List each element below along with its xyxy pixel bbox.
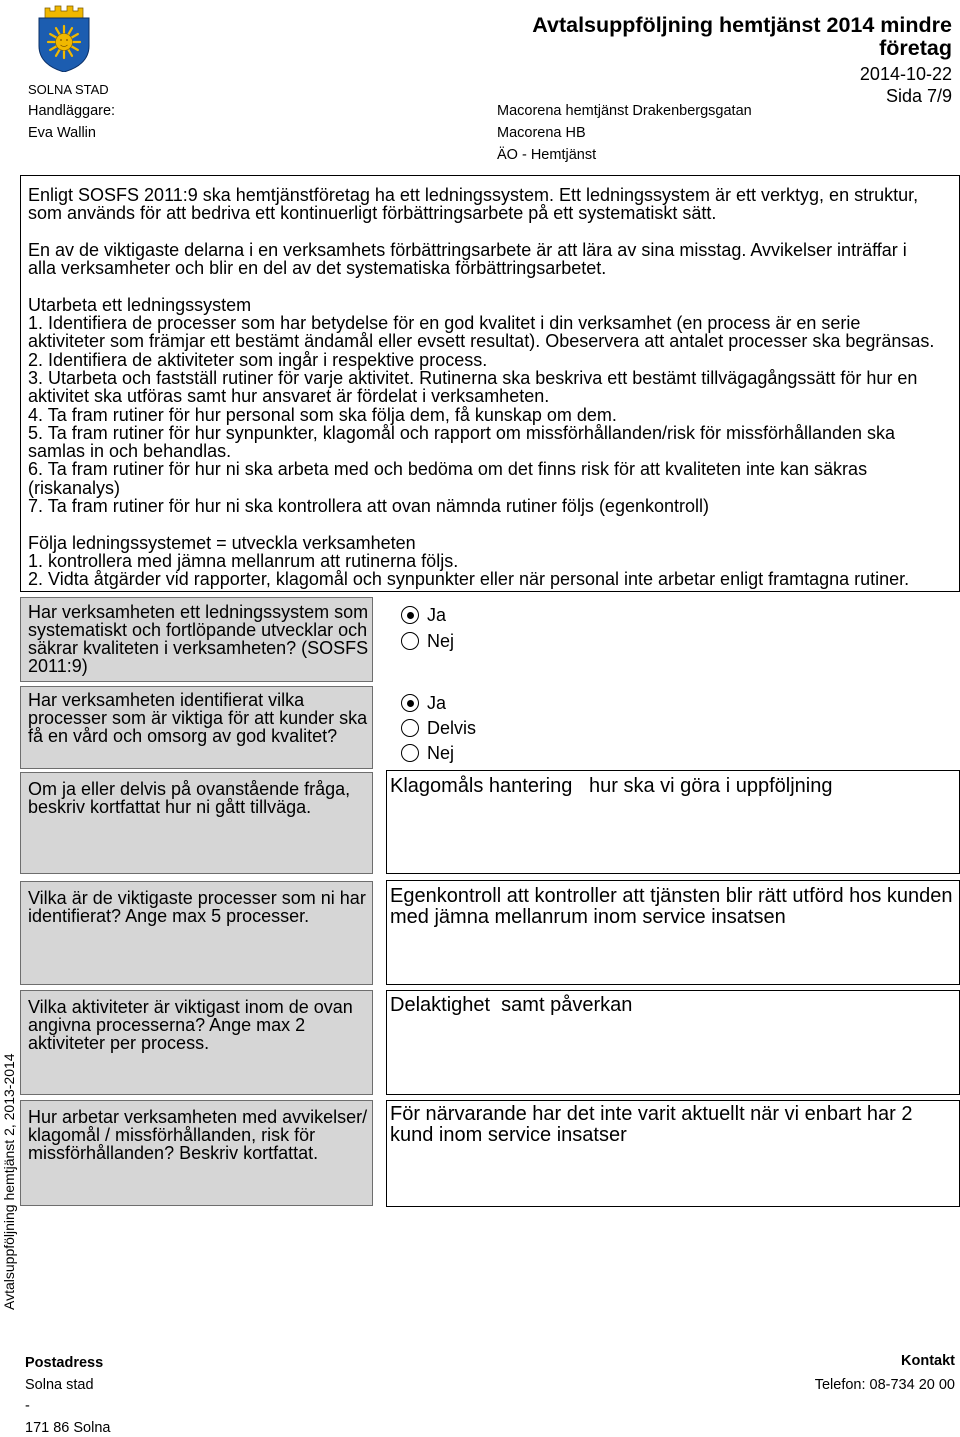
handler-name: Eva Wallin [28, 125, 96, 141]
solna-coat-of-arms-logo [36, 2, 92, 72]
radio-button[interactable] [401, 694, 419, 712]
provider-name: Macorena hemtjänst Drakenbergsgatan [497, 103, 752, 119]
radio-button[interactable] [401, 719, 419, 737]
postal-line: Solna stad [25, 1377, 94, 1393]
intro-paragraph: Enligt SOSFS 2011:9 ska hemtjänstföretag ha ett ledningssystem. Ett ledningssystem är ett verktyg, en struktur, som används för att bedriva ett kontinuerligt förbättringsarbete på ett systematiskt sätt. [28, 185, 919, 224]
question-label: Har verksamheten ett ledningssystem som systematiskt och fortlöpande utvecklar och säkrar kvaliteten i verksamheten? (SOSFS 2011:9) [20, 597, 373, 682]
org-name: SOLNA STAD [28, 82, 109, 97]
question-label: Om ja eller delvis på ovanstående fråga, beskriv kortfattat hur ni gått tillväga. [20, 772, 373, 874]
step-item: 1. kontrollera med jämna mellanrum att rutinerna följs. [28, 550, 459, 571]
answer-field[interactable]: Klagomåls hantering hur ska vi göra i uppföljning [386, 770, 960, 874]
question-label: Vilka är de viktigaste processer som ni har identifierat? Ange max 5 processer. [20, 881, 373, 985]
step-item: 3. Utarbeta och fastställ rutiner för varje aktivitet. Rutinerna ska beskriva ett bestämt tillvägagångssätt för hur en aktivitet ska utföras samt hur ansvaret är fördelat i verksamheten. [28, 367, 918, 407]
step-item: 7. Ta fram rutiner för hur ni ska kontrollera att ovan nämnda rutiner följs (egenkontroll) [28, 496, 709, 517]
instructions-text [28, 186, 934, 589]
question-label: Hur arbetar verksamheten med avvikelser/ klagomål / missförhållanden, risk för missförhållanden? Beskriv kortfattat. [20, 1100, 373, 1206]
radio-option-delvis[interactable] [401, 718, 476, 738]
folja-section [28, 534, 934, 589]
side-note: Avtalsuppföljning hemtjänst 2, 2013-2014 [1, 1053, 17, 1310]
radio-option-nej[interactable] [401, 631, 454, 651]
radio-option-ja[interactable] [401, 693, 446, 713]
radio-button[interactable] [401, 744, 419, 762]
company-name: Macorena HB [497, 125, 586, 141]
radio-option-nej[interactable] [401, 743, 454, 763]
question-label: Har verksamheten identifierat vilka processer som är viktiga för att kunder ska få en vård och omsorg av god kvalitet? [20, 686, 373, 769]
radio-label: Nej [427, 743, 455, 763]
section-heading: Följa ledningssystemet = utveckla verksamheten [28, 532, 416, 553]
postal-line: 171 86 Solna [25, 1420, 111, 1436]
radio-label: Ja [427, 693, 447, 713]
answer-field[interactable]: Egenkontroll att kontroller att tjänsten blir rätt utförd hos kunden med jämna mellanrum inom service insatsen [386, 880, 960, 985]
intro-paragraph: En av de viktigaste delarna i en verksamhets förbättringsarbete är att lära av sina misstag. Avvikelser inträffar i alla verksamheter och blir en del av det systematiska förbättringsarbetet. [28, 239, 907, 279]
step-item: 2. Identifiera de aktiviteter som ingår i respektive process. [28, 349, 488, 370]
answer-field[interactable]: Delaktighet samt påverkan [386, 990, 960, 1095]
utarbeta-section [28, 296, 934, 516]
instructions-box [20, 175, 960, 592]
section-heading: Utarbeta ett ledningssystem [28, 294, 252, 315]
document-title: Avtalsuppföljning hemtjänst 2014 mindre företag [532, 13, 952, 60]
postal-heading: Postadress [25, 1355, 104, 1371]
step-item: 4. Ta fram rutiner för hur personal som ska följa dem, få kunskap om dem. [28, 404, 617, 425]
contact-heading: Kontakt [901, 1353, 955, 1369]
handler-label: Handläggare: [28, 103, 116, 119]
step-item: 2. Vidta åtgärder vid rapporter, klagomål och synpunkter eller när personal inte arbetar enligt framtagna rutiner. [28, 569, 910, 590]
postal-line: - [25, 1398, 30, 1414]
step-item: 6. Ta fram rutiner för hur ni ska arbeta med och bedöma om det finns risk för att kvaliteten inte kan säkras (riskanalys) [28, 459, 868, 498]
radio-button[interactable] [401, 606, 419, 624]
page-number: Sida 7/9 [885, 86, 952, 106]
answer-field[interactable]: För närvarande har det inte varit aktuellt när vi enbart har 2 kund inom service insatser [386, 1100, 960, 1207]
radio-button[interactable] [401, 632, 419, 650]
radio-label: Ja [427, 605, 447, 625]
step-item: 1. Identifiera de processer som har betydelse för en god kvalitet i din verksamhet (en process är en serie aktiviteter som främjar ett bestämt ändamål eller evsett resultat). Obeservera att antalet processer ska begränsas. [28, 313, 935, 352]
radio-label: Nej [427, 631, 455, 651]
contact-phone: Telefon: 08-734 20 00 [814, 1377, 955, 1393]
radio-label: Delvis [427, 718, 477, 738]
question-label: Vilka aktiviteter är viktigast inom de ovan angivna processerna? Ange max 2 aktiviteter per process. [20, 990, 373, 1095]
step-item: 5. Ta fram rutiner för hur synpunkter, klagomål och rapport om missförhållanden/risk för missförhållanden ska samlas in och behandlas. [28, 422, 896, 462]
radio-option-ja[interactable] [401, 605, 446, 625]
unit-name: ÄO - Hemtjänst [497, 147, 597, 163]
document-date: 2014-10-22 [859, 64, 952, 84]
